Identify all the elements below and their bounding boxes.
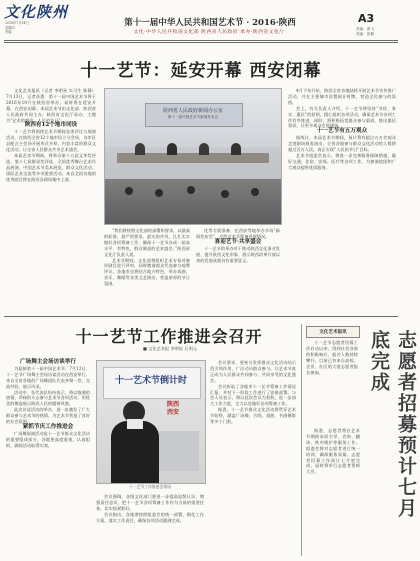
- article2-column-1: [6, 360, 90, 556]
- paragraph: 十一艺节志愿者招募工作启动以来，得到社会各界的积极响应，报名人数持续攀升。目前已有来自高校、企业、社区的大批志愿者报名参加。: [306, 340, 358, 375]
- paragraph: 4月下旬开始，陕西全省各地陆续开展艺术节宣传推广活动，并在主要城市设置倒计时牌，营造全民参与的氛围。: [288, 88, 396, 105]
- subheading: 喜迎艺节·共享盛会: [214, 238, 262, 245]
- sidebar-text-2: [306, 428, 360, 556]
- paragraph: 活动中，各代表队纷纷表示，将以饱满的热情、昂扬的斗志参与艺术节各项活动，用优美的舞姿展示陕西人民的精神风貌。: [6, 389, 90, 407]
- photo-caption: 十一艺节工作推进会现场: [129, 484, 171, 489]
- subheading: 广场舞主会场访谈举行: [20, 359, 76, 365]
- sidebar-text-1: [306, 340, 358, 424]
- paragraph: 据悉，十一艺节群众文化活动将贯穿艺术节始终，涵盖广场舞、合唱、戏曲、书画摄影等多个门类。: [210, 407, 296, 425]
- newspaper-masthead: 文化陕州: [4, 3, 69, 21]
- article1-column-4: [288, 88, 396, 308]
- subheading: 十一艺节有五万观众: [316, 128, 368, 135]
- article1-column-1: [6, 88, 96, 308]
- photo-banner-text-2: 陕西: [167, 401, 180, 408]
- paragraph: 十一艺节将围绕艺术节期间各类评比与展演活动，在陕西全省12个地市设立分会场，各市区县配合主会场开展形式多样、内容丰富的群众文化活动，让全省人民群众共享艺术盛会。: [6, 129, 96, 153]
- paragraph: 会上，有关负责人介绍，十一艺节将坚持“节俭、务实、惠民”的原则，精心组织各项活动，确保艺术节各项工作有序推进。同时，将积极拓宽群众参与渠道，推出惠民票价，让更多观众走进剧场。: [288, 105, 396, 129]
- section-subtitle: 文化·中华人民共和国文化部 陕西省人民政府 承办·陕西省文化厅: [133, 30, 285, 35]
- paragraph: 会议听取了各地市十一艺节筹备工作情况汇报，并对下一阶段工作进行了安排部署。与会人员表示，将以此次会议为契机，进一步加大工作力度，全力以赴做好各项筹备工作。: [210, 383, 296, 407]
- paragraph: 会议指出，各地要按照组委会的统一部署，细化工作方案，落实工作责任，确保各项活动圆满完成。: [96, 511, 204, 523]
- issue-date: 2016年7月14日 星期四 责编：: [5, 21, 29, 35]
- column-divider: [301, 324, 302, 556]
- photo-banner-text-3: 西安: [167, 409, 180, 416]
- section-title: 第十一届中华人民共和国艺术节 · 2016·陕西: [124, 18, 296, 28]
- article2-byline: ■ 文化艺术报 李明星 石明元: [142, 346, 197, 351]
- article2-headline: 十一艺节工作推进会召开: [75, 327, 263, 346]
- header-rule: [4, 40, 398, 41]
- paragraph: 十一艺节的举办对于推动陕西文化事业发展、提升陕西文化形象、展示陕西改革开放以来的发展成就具有重要意义。: [196, 245, 280, 263]
- paragraph: 此次访谈活动的举办，进一步激发了广大群众参与艺术节的热情，为艺术节营造了良好的社会氛围。: [6, 407, 90, 425]
- sidebar-box-title: 文化艺术报讯: [319, 330, 347, 335]
- header-rule-thin: [4, 42, 398, 43]
- sidebar-box: [306, 326, 360, 338]
- paragraph: 本届艺术节期间，将举办第十五届文华奖评选、第十七届群星奖评选、全国优秀舞台艺术作品展演、中国艺术节美术展览、群众文化活动、国际艺术交流等多项重要活动。来自全国各地的优秀剧目将在陕西各剧场集中上演。: [6, 152, 96, 182]
- paragraph: 会议强调，各级文化部门要进一步提高思想认识，增强责任意识，把十一艺节各项筹备工作作为当前的重要任务，切实抓紧抓好。: [96, 494, 204, 511]
- photo-backdrop-text: 陕西省人民政府新闻办公室: [162, 108, 223, 114]
- paragraph: 为迎接第十一届中国艺术节，7月12日，十一艺节广场舞主会场访谈活动在西安举行。来自全省各地的广场舞团队代表齐聚一堂，交流经验，展示风采。: [6, 365, 90, 389]
- article2-column-3: [210, 360, 296, 556]
- paragraph: 广场舞展演活动是十一艺节群众文化活动的重要组成部分，各地要高度重视，认真组织，确保活动取得实效。: [6, 430, 90, 448]
- editor-info: 责编：黄飞 美编：张楠: [356, 27, 374, 36]
- article1-column-3: [196, 228, 280, 308]
- paragraph: 会议要求，要充分发挥群众文化活动的示范引领作用，广泛动员群众参与，让艺术节真正成为人民群众共同参与、共同享受的文化盛会。: [210, 360, 296, 383]
- article2-column-2: [96, 494, 204, 556]
- paragraph: 化等方面准备，在西安等地举办多场“新闻发布会”，介绍艺术节筹备进展情况。: [196, 228, 280, 239]
- article1-headline: 十一艺节：延安开幕 西安闭幕: [80, 61, 322, 81]
- press-conference-photo: [104, 88, 282, 225]
- paragraph: 据悉，志愿者将在艺术节期间承担引导、咨询、翻译、秩序维护等服务工作。组委会将对志愿者进行统一培训，确保服务质量。志愿者招募工作预计七月底完成，届时将举行志愿者誓师大会。: [306, 428, 360, 475]
- paragraph: 据统计，本届艺术节期间，预计将有超过五万名观众走进剧场观看演出，全省各地参与群众文化活动的人数将超过百万人次，真正实现“人民的节日”目标。: [288, 135, 396, 153]
- work-meeting-photo: [96, 360, 206, 484]
- photo-backdrop-subtext: 第十一届中国艺术节新闻发布会: [167, 115, 219, 119]
- paragraph: 文化艺术报讯（记者 李明星 实习生 陈静）7月13日，记者获悉：第十一届中国艺术节将于2016年10月在陕西省举办，届时将在延安开幕，在西安闭幕。本届艺术节由文化部、陕西省人民政府共同主办，陕西省文化厅承办，主题为“艺术的盛会、人民的节日”。: [6, 88, 96, 123]
- subheading: 紧抓节庆工作推进会: [22, 423, 74, 430]
- page-number: A3: [358, 12, 375, 25]
- paragraph: “我们将按照文化部的部署和要求，以最高的标准、最严的要求、最实的作风，扎扎实实做好各项筹备工作，确保十一艺节办成一届高水平、有特色、群众满意的艺术盛会。”陕西省文化厅负责人说。: [104, 228, 190, 257]
- subheading: 陕西有12个地市同设: [24, 122, 78, 129]
- sidebar-vertical-headline: 志愿者招募预计七月底完成: [368, 330, 417, 519]
- photo-banner-text: 十一艺术节倒计时: [114, 376, 187, 386]
- paragraph: 艺术节期间，文化部将组织艺术专家对参评剧目进行评审，同时邀请观众代表参与观摩评议。各地市也将结合地方特色，举办戏曲、音乐、舞蹈等各类文艺演出，营造浓厚的节日氛围。: [104, 257, 190, 287]
- article1-column-2: [104, 228, 190, 308]
- section-divider: [4, 316, 398, 317]
- paragraph: 艺术节组委会表示，将进一步完善服务保障措施，做好交通、住宿、安保、医疗等各项工作，为参演院团和广大观众提供优质服务。: [288, 152, 396, 170]
